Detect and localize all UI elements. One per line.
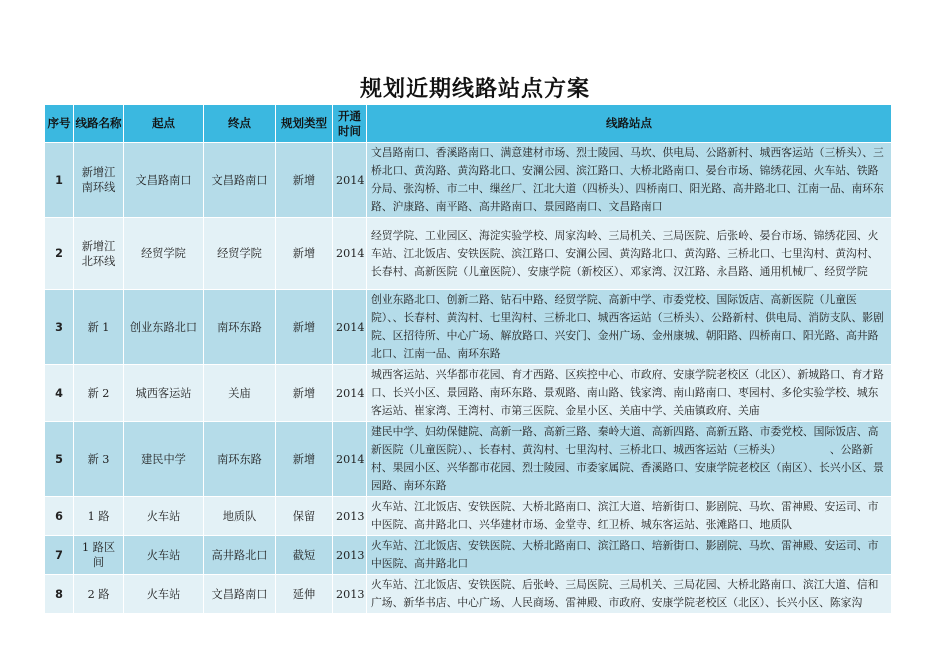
cell-start: 文昌路南口 — [124, 143, 204, 218]
header-plan-type: 规划类型 — [276, 105, 333, 143]
cell-start: 火车站 — [124, 575, 204, 614]
cell-index: 6 — [45, 497, 74, 536]
cell-stops: 火车站、江北饭店、安铁医院、大桥北路南口、滨江路口、培新街口、影剧院、马坎、雷神殿、安运司、市中医院、高井路北口 — [367, 536, 892, 575]
cell-start: 城西客运站 — [124, 365, 204, 422]
route-table — [44, 104, 892, 614]
cell-route-name: 2 路 — [74, 575, 124, 614]
cell-index: 2 — [45, 218, 74, 290]
cell-plan-type: 延伸 — [276, 575, 333, 614]
header-end: 终点 — [204, 105, 276, 143]
cell-index: 5 — [45, 422, 74, 497]
cell-open-time: 2014 — [333, 365, 367, 422]
cell-index: 8 — [45, 575, 74, 614]
cell-open-time: 2014 — [333, 290, 367, 365]
table-row — [45, 218, 892, 290]
cell-plan-type: 新增 — [276, 290, 333, 365]
cell-end: 关庙 — [204, 365, 276, 422]
cell-open-time: 2013 — [333, 497, 367, 536]
cell-start: 经贸学院 — [124, 218, 204, 290]
cell-open-time: 2014 — [333, 422, 367, 497]
cell-route-name: 新 2 — [74, 365, 124, 422]
cell-start: 火车站 — [124, 536, 204, 575]
cell-stops: 火车站、江北饭店、安铁医院、大桥北路南口、滨江大道、培新街口、影剧院、马坎、雷神殿、安运司、市中医院、高井路北口、兴华建材市场、金堂寺、红卫桥、城东客运站、张滩路口、地质队 — [367, 497, 892, 536]
cell-end: 南环东路 — [204, 422, 276, 497]
page-title: 规划近期线路站点方案 — [359, 77, 590, 102]
cell-stops: 城西客运站、兴华都市花园、育才西路、区疾控中心、市政府、安康学院老校区（北区）、新城路口、育才路口、长兴小区、景园路、南环东路、景观路、南山路、钱家湾、南山路南口、枣园村、多伦实验学校、城东客运站、崔家湾、王湾村、市第三医院、金星小区、关庙中学、关庙镇政府、关庙 — [367, 365, 892, 422]
cell-open-time: 2014 — [333, 218, 367, 290]
cell-end: 文昌路南口 — [204, 143, 276, 218]
cell-plan-type: 新增 — [276, 422, 333, 497]
header-open-time: 开通时间 — [333, 105, 367, 143]
cell-open-time: 2013 — [333, 536, 367, 575]
header-index: 序号 — [45, 105, 74, 143]
cell-start: 创业东路北口 — [124, 290, 204, 365]
cell-index: 7 — [45, 536, 74, 575]
cell-plan-type: 新增 — [276, 143, 333, 218]
table-row — [45, 365, 892, 422]
cell-start: 建民中学 — [124, 422, 204, 497]
cell-start: 火车站 — [124, 497, 204, 536]
table-row — [45, 143, 892, 218]
cell-open-time: 2014 — [333, 143, 367, 218]
cell-end: 地质队 — [204, 497, 276, 536]
table-row — [45, 497, 892, 536]
cell-stops: 经贸学院、工业园区、海淀实验学校、周家沟岭、三局机关、三局医院、后张岭、晏台市场、锦绣花园、火车站、江北饭店、安铁医院、滨江路口、安澜公园、黄沟路北口、黄沟路、三桥北口、七里沟村、黄沟村、长春村、高新医院（儿童医院）、安康学院（新校区）、邓家湾、汉江路、永昌路、通用机械厂、经贸学院 — [367, 218, 892, 290]
cell-stops: 文昌路南口、香溪路南口、满意建材市场、烈士陵园、马坎、供电局、公路新村、城西客运站（三桥头）、三桥北口、黄沟路、黄沟路北口、安澜公园、滨江路口、大桥北路南口、晏台市场、锦绣花园、火车站、铁路分局、张沟桥、市二中、缫丝厂、江北大道（四桥头）、四桥南口、阳光路、高井路北口、江南一品、南环东路、沪康路、南平路、高井路南口、景园路南口、文昌路南口 — [367, 143, 892, 218]
cell-stops: 火车站、江北饭店、安铁医院、后张岭、三局医院、三局机关、三局花园、大桥北路南口、滨江大道、信和广场、新华书店、中心广场、人民商场、雷神殿、市政府、安康学院老校区（北区）、长兴小区、陈家沟 — [367, 575, 892, 614]
cell-open-time: 2013 — [333, 575, 367, 614]
header-route-name: 线路名称 — [74, 105, 124, 143]
cell-plan-type: 保留 — [276, 497, 333, 536]
cell-stops: 创业东路北口、创新二路、钻石中路、经贸学院、高新中学、市委党校、国际饭店、高新医院（儿童医院）、、长春村、黄沟村、七里沟村、三桥北口、城西客运站（三桥头）、公路新村、供电局、消防支队、影剧院、区招待所、中心广场、解放路口、兴安门、金州广场、金州康城、朝阳路、四桥南口、阳光路、高井路北口、江南一品、南环东路 — [367, 290, 892, 365]
cell-plan-type: 新增 — [276, 365, 333, 422]
table-row — [45, 290, 892, 365]
cell-route-name: 1 路 — [74, 497, 124, 536]
cell-route-name: 新 1 — [74, 290, 124, 365]
table-header-row — [45, 105, 892, 143]
cell-plan-type: 截短 — [276, 536, 333, 575]
cell-plan-type: 新增 — [276, 218, 333, 290]
table-row — [45, 422, 892, 497]
cell-route-name: 1 路区间 — [74, 536, 124, 575]
cell-end: 文昌路南口 — [204, 575, 276, 614]
cell-index: 1 — [45, 143, 74, 218]
header-start: 起点 — [124, 105, 204, 143]
cell-route-name: 新增江北环线 — [74, 218, 124, 290]
cell-route-name: 新 3 — [74, 422, 124, 497]
table-row — [45, 575, 892, 614]
cell-stops: 建民中学、妇幼保健院、高新一路、高新三路、秦岭大道、高新四路、高新五路、市委党校、国际饭店、高新医院（儿童医院）、、长春村、黄沟村、七里沟村、三桥北口、城西客运站（三桥头） 、公路新村、果园小区、兴华都市花园、烈士陵园、市委家属院、香溪路口、安康学院老校区（南区）、长兴小区、景园路、南环东路 — [367, 422, 892, 497]
header-stops: 线路站点 — [367, 105, 892, 143]
cell-route-name: 新增江南环线 — [74, 143, 124, 218]
cell-end: 经贸学院 — [204, 218, 276, 290]
cell-end: 南环东路 — [204, 290, 276, 365]
table-row — [45, 536, 892, 575]
cell-end: 高井路北口 — [204, 536, 276, 575]
cell-index: 4 — [45, 365, 74, 422]
cell-index: 3 — [45, 290, 74, 365]
